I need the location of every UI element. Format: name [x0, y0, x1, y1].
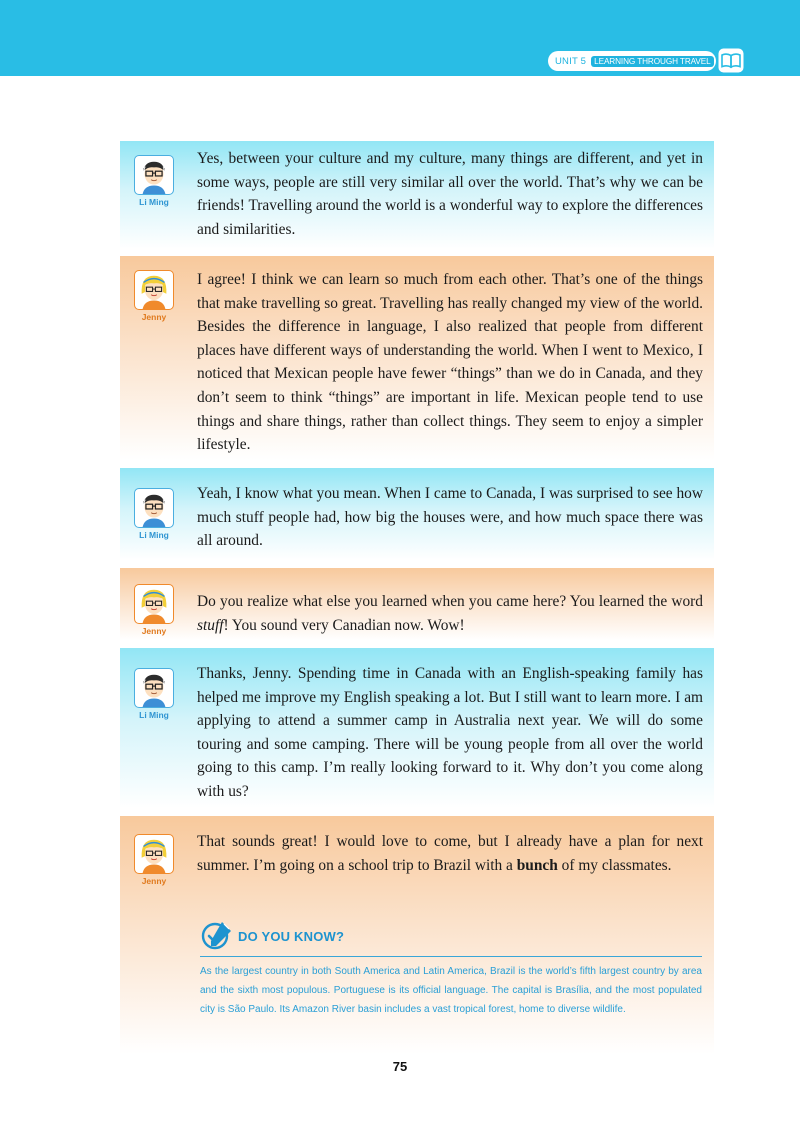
speaker-name: Jenny: [141, 626, 167, 636]
unit-label: UNIT 5: [555, 55, 587, 67]
jenny-avatar: [134, 834, 174, 874]
dialogue-block-li-ming: [120, 648, 714, 808]
speaker-name: Li Ming: [139, 710, 169, 720]
dialogue-text: Yeah, I know what you mean. When I came to Canada, I was surprised to see how much stuff people had, how big the houses were, and how much space there was all around.: [197, 485, 703, 550]
unit-topic: LEARNING THROUGH TRAVEL: [591, 56, 713, 67]
speaker-name: Li Ming: [139, 197, 169, 207]
pen-check-icon: [200, 918, 234, 952]
emphasized-word: stuff: [197, 616, 224, 634]
did-you-know-text: As the largest country in both South America and Latin America, Brazil is the world’s fifth largest country by area and the sixth most populous. Portuguese is its official language. The capital is Brasília, and the most populated city is São Paulo. Its Amazon River basin includes a vast tropical forest, home to diverse wildlife.: [200, 966, 702, 1015]
dialogue-block-jenny: [120, 568, 714, 640]
text-part: That sounds great! I would love to come, but I already have a plan for next summer. I’m going on a school trip to Brazil with a: [197, 833, 703, 874]
li-ming-avatar: [134, 488, 174, 528]
open-book-icon: [718, 48, 744, 73]
dialogue-block-li-ming: [120, 468, 714, 560]
li-ming-avatar: [134, 155, 174, 195]
did-you-know-title: DO YOU KNOW?: [238, 929, 345, 944]
jenny-avatar: [134, 584, 174, 624]
dialogue-block-li-ming: [120, 141, 714, 249]
speaker-name: Li Ming: [139, 530, 169, 540]
dialogue-text: Yes, between your culture and my culture, many things are different, and yet in some ways, people are still very similar all over the world. That’s why we can be friends! Travelling around the world is a wonderful way to explore the differences and similarities.: [197, 150, 703, 238]
speaker-name: Jenny: [141, 876, 167, 886]
speaker-name: Jenny: [141, 312, 167, 322]
page-number: 75: [392, 1059, 408, 1074]
text-part: ! You sound very Canadian now. Wow!: [223, 616, 465, 634]
dialogue-text: Thanks, Jenny. Spending time in Canada with an English-speaking family has helped me improve my English speaking a lot. But I still want to learn more. I am applying to attend a summer camp in Australia next year. We will do some touring and some camping. There will be young people from all over the world going to this camp. I’m really looking forward to it. Why don’t you come along with us?: [197, 665, 703, 800]
jenny-avatar: [134, 270, 174, 310]
bold-word: bunch: [516, 856, 558, 874]
dialogue-block-jenny: [120, 256, 714, 460]
dialogue-text: I agree! I think we can learn so much from each other. That’s one of the things that make travelling so great. Travelling has really changed my view of the world. Besides the difference in language, I also realized that people from different places have different ways of understanding the world. When I went to Mexico, I noticed that Mexican people have fewer “things” than we do in Canada, and they don’t seem to think “things” are important in life. Mexican people tend to use things and share things, rather than collect things. They seem to enjoy a simpler lifestyle.: [197, 271, 703, 454]
text-part: of my classmates.: [557, 856, 672, 874]
dialogue-text: [197, 830, 703, 877]
did-you-know-header: [200, 918, 702, 957]
unit-badge: [548, 51, 716, 71]
text-part: Do you realize what else you learned when you came here? You learned the word: [197, 593, 703, 610]
dialogue-text: [197, 590, 703, 637]
li-ming-avatar: [134, 668, 174, 708]
